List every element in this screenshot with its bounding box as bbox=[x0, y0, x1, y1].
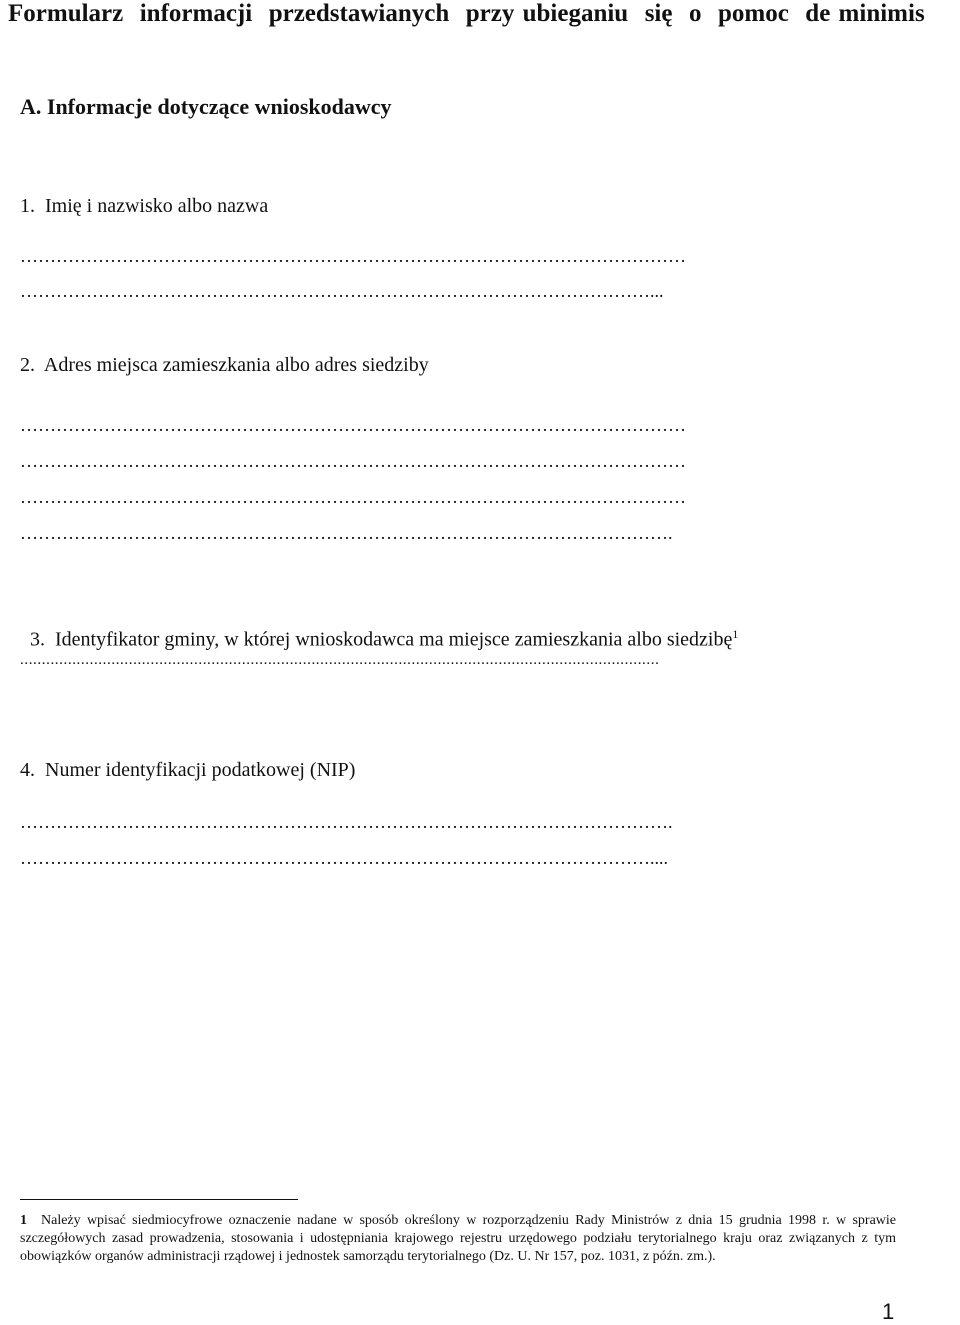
item-2-address-label: 2. Adres miejsca zamieszkania albo adres siedziby bbox=[20, 354, 429, 376]
item-3-text: 3. Identyfikator gminy, w której wnioskodawca ma miejsce zamieszkania albo siedzibę bbox=[30, 628, 733, 651]
item-4-nip-label: 4. Numer identyfikacji podatkowej (NIP) bbox=[20, 759, 356, 781]
fill-line-address-1[interactable]: ………………………………………………………………………………………………… bbox=[20, 415, 686, 435]
footnote-mark: 1 bbox=[20, 1213, 27, 1228]
fill-line-nip-2[interactable]: …………………………………………………………………………………………….... bbox=[20, 848, 668, 868]
item-1-name-label: 1. Imię i nazwisko albo nazwa bbox=[20, 195, 269, 217]
footnote-separator bbox=[20, 1199, 298, 1200]
fill-line-address-2[interactable]: ………………………………………………………………………………………………… bbox=[20, 451, 686, 471]
fill-line-address-4[interactable]: ………………………………………………………………………………………………. bbox=[20, 523, 673, 543]
section-a-heading: A. Informacje dotyczące wnioskodawcy bbox=[20, 94, 392, 119]
page-number: 1 bbox=[882, 1299, 895, 1324]
form-title: Formularz informacji przedstawianych przy ubieganiu się o pomoc de minimis bbox=[8, 0, 925, 27]
fill-line-address-3[interactable]: ………………………………………………………………………………………………… bbox=[20, 487, 686, 507]
footnote bbox=[20, 1212, 896, 1266]
fill-line-name-2[interactable]: ……………………………………………………………………………………………... bbox=[20, 281, 664, 301]
footnote-text: Należy wpisać siedmiocyfrowe oznaczenie nadane w sposób określony w rozporządzeniu Rady Ministrów z dnia 15 grudnia 1998 r. w sprawie szczegółowych zasad prowadzenia, stosowania i udostępniania krajowego rejestru urzędowego podziału terytorialnego kraju oraz związanych z tym obowiązków organów administracji rządowej i jednostek samorządu terytorialnego (Dz. U. Nr 157, poz. 1031, z późn. zm.). bbox=[20, 1213, 896, 1264]
item-3-commune-id-label bbox=[20, 604, 738, 652]
fill-line-name-1[interactable]: ………………………………………………………………………………………………… bbox=[20, 246, 686, 266]
fill-line-commune-id[interactable]: ................................................................................................................................................... bbox=[20, 652, 660, 668]
footnote-reference: 1 bbox=[732, 627, 739, 641]
fill-line-nip-1[interactable]: ………………………………………………………………………………………………. bbox=[20, 812, 673, 832]
